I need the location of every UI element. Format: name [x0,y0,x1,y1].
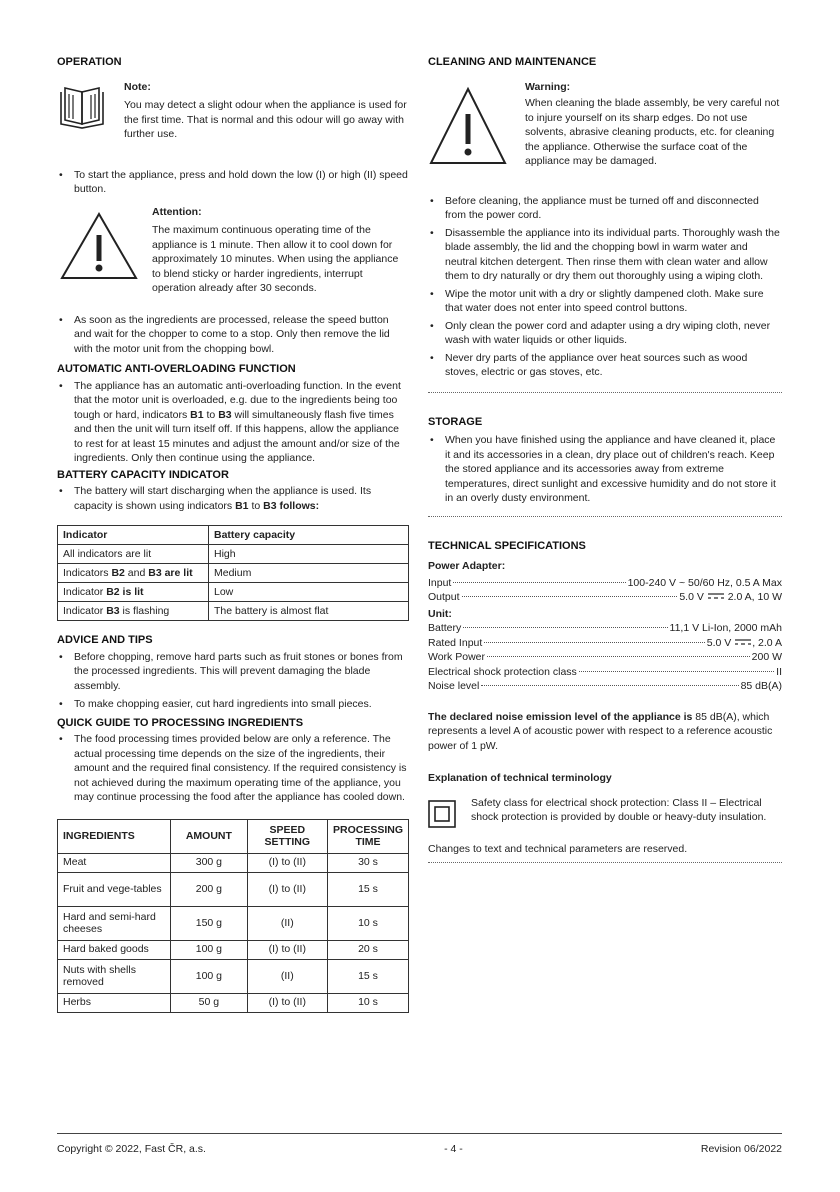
table-cell: Hard and semi-hard cheeses [58,906,171,940]
revision: Revision 06/2022 [700,1143,782,1155]
cleaning-bullet: • Never dry parts of the appliance over heat sources such as wood stoves, electric or gas stoves, etc. [428,351,782,380]
declared-noise-text: The declared noise emission level of the appliance is 85 dB(A), which represents a level A of acoustic power with respect to a reference acoustic power of 1 pW. [428,710,773,752]
warning-title: Warning: [525,80,571,93]
warning-triangle-icon [59,211,139,286]
changes-note: Changes to text and technical parameters are reserved. [428,842,688,855]
table-cell: Herbs [58,993,171,1012]
table-cell: Medium [209,564,409,583]
col-time: PROCESSING TIME [327,819,408,853]
warning-text: When cleaning the blade assembly, be very careful not to injure yourself on its sharp edges. Do not use solvents, abrasive cleaning products, etc. for cleaning the appliance. Otherwise the surface coat of the appliance may be damaged. [525,97,780,167]
table-cell: 15 s [327,872,408,906]
divider [428,516,782,517]
col-amount: AMOUNT [171,819,247,853]
adapter-heading: Power Adapter: [428,560,506,572]
storage-heading: STORAGE [428,415,483,428]
battery-col-capacity: Battery capacity [209,526,409,545]
warning-triangle-icon [428,86,508,171]
battery-heading: BATTERY CAPACITY INDICATOR [57,468,229,481]
cleaning-bullet: • Only clean the power cord and adapter using a dry wiping cloth, never wash with water liquids or other liquids. [428,319,782,348]
table-row [58,959,409,993]
table-cell: 100 g [171,940,247,959]
spec-work-power: Work Power 200 W [428,651,782,663]
table-row [58,583,409,602]
cleaning-bullet: • Before cleaning, the appliance must be turned off and disconnected from the power cord. [428,194,782,223]
table-cell: 50 g [171,993,247,1012]
table-row [58,545,409,564]
dc-symbol-icon [734,637,752,649]
safety-class-block [428,796,782,836]
spec-battery: Battery 11,1 V Li-Ion, 2000 mAh [428,622,782,634]
advice-bullet-1: • Before chopping, remove hard parts such as fruit stones or bones from the processed ingredients. This will prevent damaging the blade assembly. [57,650,409,694]
dc-symbol-icon [707,591,725,603]
table-cell: High [209,545,409,564]
spec-noise: Noise level 85 dB(A) [428,680,782,692]
divider [428,862,782,863]
table-cell: Indicator B2 is lit [58,583,209,602]
table-row [58,853,409,872]
operation-bullet-release: • As soon as the ingredients are processed, release the speed button and wait for the chopper to come to a stop. Only then remove the lid with the motor unit from the chopping bowl. [57,313,409,357]
attention-block [57,205,409,305]
spec-output: Output 5.0 V 2.0 A, 10 W [428,591,782,603]
table-row [58,906,409,940]
table-cell: (II) [247,906,327,940]
table-cell: 10 s [327,906,408,940]
guide-bullet: • The food processing times provided below are only a reference. The actual processing time depends on the size of the ingredients, their amount and the required final consistency. If the required consistency is not achieved during the maximum operating time of the appliance, you may continue processing the food after the appliance has cooled down. [57,732,409,805]
table-cell: 15 s [327,959,408,993]
table-cell: 10 s [327,993,408,1012]
operation-bullet-start: • To start the appliance, press and hold down the low (I) or high (II) speed button. [57,168,409,197]
table-row [58,564,409,583]
table-cell: (I) to (II) [247,872,327,906]
advice-heading: ADVICE AND TIPS [57,634,153,646]
table-cell: Indicator B3 is flashing [58,602,209,621]
safety-class-text: Safety class for electrical shock protection: Class II – Electrical shock protection is provided by double or heavy-duty insulation. [471,796,767,823]
table-cell: Nuts with shells removed [58,959,171,993]
table-cell: Hard baked goods [58,940,171,959]
col-ingredients: INGREDIENTS [58,819,171,853]
table-row [58,993,409,1012]
advice-bullet-2: • To make chopping easier, cut hard ingredients into small pieces. [57,697,409,712]
table-cell: The battery is almost flat [209,602,409,621]
table-cell: Indicators B2 and B3 are lit [58,564,209,583]
divider [428,392,782,393]
spec-input: Input 100-240 V ~ 50/60 Hz, 0.5 A Max [428,576,782,589]
battery-table [57,525,409,621]
table-cell: 20 s [327,940,408,959]
warning-block [428,80,782,194]
table-row [58,872,409,906]
guide-heading: QUICK GUIDE TO PROCESSING INGREDIENTS [57,716,304,729]
book-icon [57,86,107,135]
note-block [57,80,409,168]
page-footer [57,1133,782,1157]
note-title: Note: [124,80,151,93]
unit-heading: Unit: [428,607,452,620]
anti-overload-heading: AUTOMATIC ANTI-OVERLOADING FUNCTION [57,363,296,375]
anti-overload-text: • The appliance has an automatic anti-overloading function. In the event that the motor unit is overloaded, e.g. due to the ingredients being too tough or hard, indicators B1 to B3 will simultaneously flash five times and then the unit will turn itself off. If this happens, allow the appliance to rest for at least 15 minutes and adjust the amount and/or size of the ingredients. Only then continue using the appliance. [57,379,409,466]
col-speed: SPEED SETTING [247,819,327,853]
table-cell: 30 s [327,853,408,872]
cleaning-bullet: • Wipe the motor unit with a dry or slightly dampened cloth. Make sure that water does not enter into speed control buttons. [428,287,782,316]
table-cell: (I) to (II) [247,853,327,872]
attention-text: The maximum continuous operating time of the appliance is 1 minute. Then allow it to cool down for approximately 10 minutes. When using the appliance to blend sticky or harder ingredients, interrupt operation already after 30 seconds. [152,224,399,294]
table-cell: (I) to (II) [247,940,327,959]
table-cell: Fruit and vege-tables [58,872,171,906]
battery-col-indicator: Indicator [58,526,209,545]
cleaning-bullet: • Disassemble the appliance into its individual parts. Thoroughly wash the blade assembly, the lid and the chopping bowl in warm water and neutral kitchen detergent. Then rinse them with clean water and allow them to dry naturally or dry them out thoroughly using a wiping cloth. [428,226,782,284]
right-column [428,55,782,863]
table-cell: Meat [58,853,171,872]
explanation-heading: Explanation of technical terminology [428,772,612,784]
spec-rated-input: Rated Input 5.0 V , 2.0 A [428,636,782,649]
storage-bullet: • When you have finished using the appliance and have cleaned it, place it and its accessories in a clean, dry place out of children's reach. Keep the stored appliance and its accessories away from extreme temperatures, direct sunlight and excessive humidity and do not store it in an overly dusty environment. [428,433,782,506]
page-number: - 4 - [444,1143,463,1155]
table-row [58,940,409,959]
attention-title: Attention: [152,205,202,218]
tech-heading: TECHNICAL SPECIFICATIONS [428,539,586,552]
copyright: Copyright © 2022, Fast ČR, a.s. [57,1143,206,1155]
spec-shock-class: Electrical shock protection class II [428,665,782,678]
processing-table [57,819,409,1013]
battery-text: • The battery will start discharging when the appliance is used. Its capacity is shown using indicators B1 to B3 follows: [57,484,409,513]
note-text: You may detect a slight odour when the appliance is used for the first time. That is normal and this odour will go away with further use. [124,99,407,140]
table-cell: (II) [247,959,327,993]
cleaning-heading: CLEANING AND MAINTENANCE [428,56,597,68]
table-cell: Low [209,583,409,602]
table-cell: 300 g [171,853,247,872]
left-column [57,55,409,1013]
operation-heading: OPERATION [57,56,122,68]
table-cell: All indicators are lit [58,545,209,564]
table-row [58,602,409,621]
table-cell: 200 g [171,872,247,906]
table-cell: 150 g [171,906,247,940]
table-cell: 100 g [171,959,247,993]
class-ii-insulation-icon [428,800,456,833]
table-cell: (I) to (II) [247,993,327,1012]
